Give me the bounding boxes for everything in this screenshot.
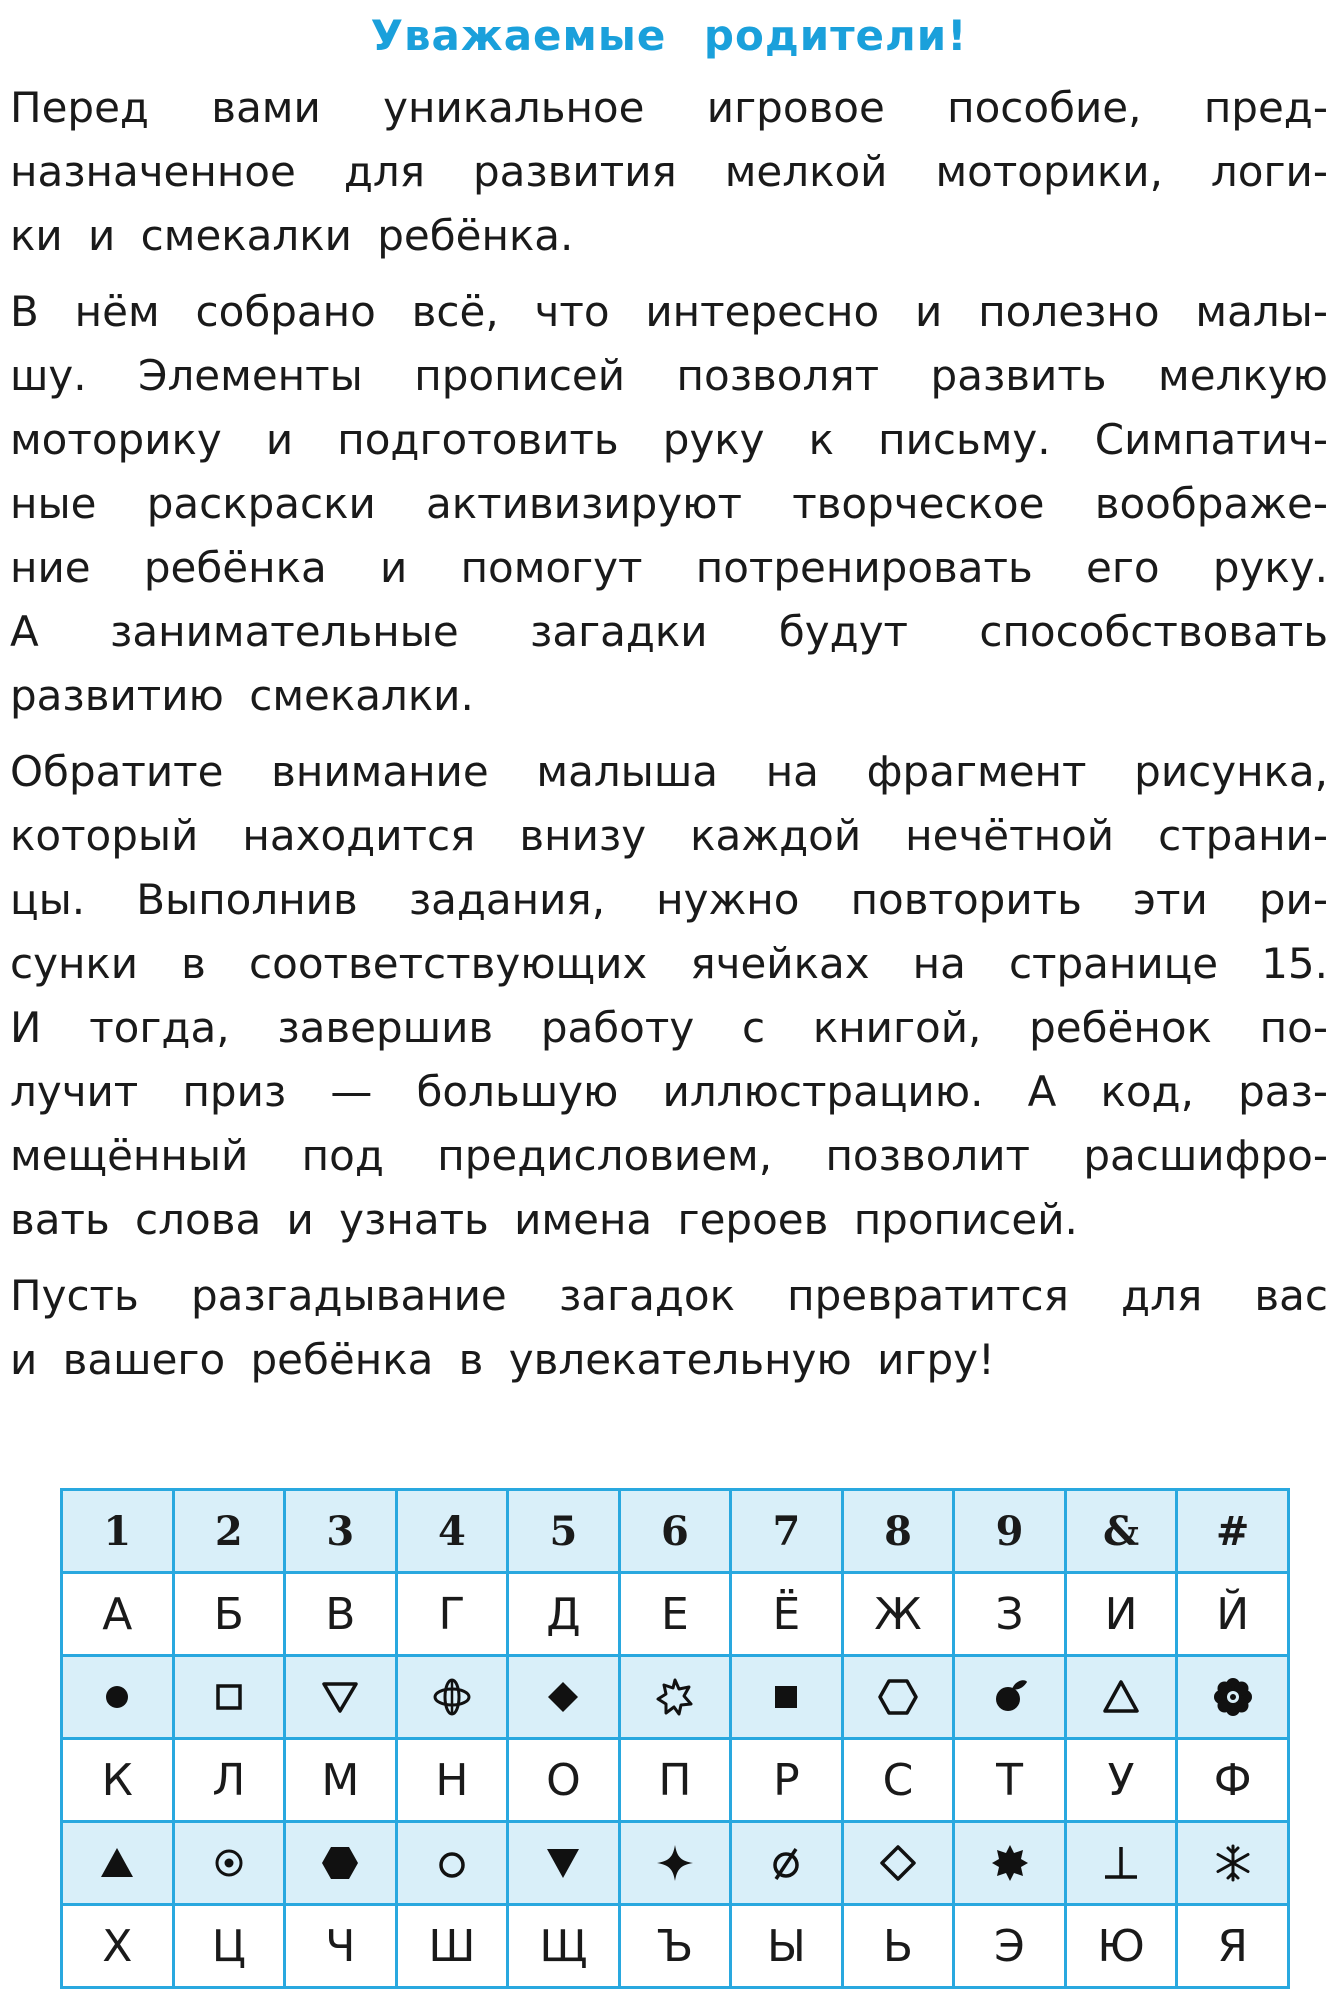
code-number-cell: 1 <box>62 1490 174 1573</box>
code-letter-cell: Ъ <box>619 1905 731 1988</box>
text-line: Пусть разгадывание загадок превратится для вас <box>10 1271 1328 1320</box>
diamond-outline-icon <box>842 1822 954 1905</box>
code-letter-cell: К <box>62 1739 174 1822</box>
up-triangle-outline-icon <box>1065 1656 1177 1739</box>
paragraph-1 <box>10 76 1328 268</box>
code-letter-cell: Д <box>508 1573 620 1656</box>
text-line: Перед вами уникальное игровое пособие, пред- <box>10 83 1328 132</box>
code-number-cell: 6 <box>619 1490 731 1573</box>
code-letter-cell: А <box>62 1573 174 1656</box>
code-letter-cell: Ю <box>1065 1905 1177 1988</box>
code-letter-cell: О <box>508 1739 620 1822</box>
code-letter-cell: Ь <box>842 1905 954 1988</box>
code-symbol-row <box>62 1656 1289 1739</box>
small-circle-icon <box>396 1822 508 1905</box>
code-letter-row <box>62 1739 1289 1822</box>
text-line: сунки в соответствующих ячейках на странице 15. <box>10 939 1328 988</box>
code-letter-cell: Я <box>1177 1905 1289 1988</box>
text-line: цы. Выполнив задания, нужно повторить эти ри- <box>10 875 1328 924</box>
text-line: моторику и подготовить руку к письму. Симпатич- <box>10 415 1328 464</box>
code-number-cell: 3 <box>285 1490 397 1573</box>
slashed-circle-icon <box>731 1822 843 1905</box>
text-line: И тогда, завершив работу с книгой, ребёнок по- <box>10 1003 1328 1052</box>
code-letter-cell: Г <box>396 1573 508 1656</box>
star-outline-icon <box>619 1656 731 1739</box>
page-title: Уважаемые родители! <box>370 11 968 60</box>
code-letter-cell: Е <box>619 1573 731 1656</box>
text-line: мещённый под предисловием, позволит расшифро- <box>10 1131 1328 1180</box>
code-letter-cell: Ф <box>1177 1739 1289 1822</box>
code-letter-cell: Л <box>173 1739 285 1822</box>
code-letter-cell: З <box>954 1573 1066 1656</box>
paragraph-3 <box>10 740 1328 1252</box>
code-letter-cell: И <box>1065 1573 1177 1656</box>
text-line: ные раскраски активизируют творческое воображе- <box>10 479 1328 528</box>
code-number-row <box>62 1490 1289 1573</box>
code-letter-cell: П <box>619 1739 731 1822</box>
code-letter-cell: Р <box>731 1739 843 1822</box>
text-line: А занимательные загадки будут способствовать <box>10 607 1328 656</box>
preface-text <box>10 76 1328 1404</box>
code-letter-cell: Ы <box>731 1905 843 1988</box>
hexagon-outline-icon <box>842 1656 954 1739</box>
circle-dot-icon <box>173 1822 285 1905</box>
code-letter-cell: Н <box>396 1739 508 1822</box>
code-letter-cell: Ж <box>842 1573 954 1656</box>
code-symbol-row <box>62 1822 1289 1905</box>
text-line: шу. Элементы прописей позволят развить мелкую <box>10 351 1328 400</box>
filled-triangle-icon <box>62 1822 174 1905</box>
text-line: лучит приз — большую иллюстрацию. А код, раз- <box>10 1067 1328 1116</box>
filled-hexagon-icon <box>285 1822 397 1905</box>
code-number-cell: 9 <box>954 1490 1066 1573</box>
leaf-circle-icon <box>954 1656 1066 1739</box>
down-triangle-outline-icon <box>285 1656 397 1739</box>
code-letter-cell: Б <box>173 1573 285 1656</box>
code-letter-cell: Т <box>954 1739 1066 1822</box>
code-letter-row <box>62 1573 1289 1656</box>
code-letter-cell: У <box>1065 1739 1177 1822</box>
code-number-cell: 5 <box>508 1490 620 1573</box>
paragraph-4 <box>10 1264 1328 1392</box>
snowflake-icon <box>1177 1822 1289 1905</box>
code-letter-cell: Х <box>62 1905 174 1988</box>
code-number-cell: & <box>1065 1490 1177 1573</box>
code-letter-cell: Й <box>1177 1573 1289 1656</box>
filled-square-icon <box>731 1656 843 1739</box>
text-line: который находится внизу каждой нечётной страни- <box>10 811 1328 860</box>
filled-diamond-icon <box>508 1656 620 1739</box>
atom-ellipse-icon <box>396 1656 508 1739</box>
hollow-square-icon <box>173 1656 285 1739</box>
code-letter-cell: Ц <box>173 1905 285 1988</box>
code-letter-cell: Щ <box>508 1905 620 1988</box>
code-number-cell: 7 <box>731 1490 843 1573</box>
code-number-cell: # <box>1177 1490 1289 1573</box>
text-line: вать слова и узнать имена героев прописей. <box>10 1195 1078 1244</box>
code-letter-cell: Ё <box>731 1573 843 1656</box>
filled-down-triangle-icon <box>508 1822 620 1905</box>
text-line: ки и смекалки ребёнка. <box>10 211 574 260</box>
code-letter-cell: С <box>842 1739 954 1822</box>
code-letter-cell: Э <box>954 1905 1066 1988</box>
filled-circle-icon <box>62 1656 174 1739</box>
text-line: развитию смекалки. <box>10 671 474 720</box>
text-line: и вашего ребёнка в увлекательную игру! <box>10 1335 995 1384</box>
code-number-cell: 2 <box>173 1490 285 1573</box>
text-line: Обратите внимание малыша на фрагмент рисунка, <box>10 747 1328 796</box>
code-letter-cell: Ш <box>396 1905 508 1988</box>
flower-icon <box>1177 1656 1289 1739</box>
code-letter-cell: Ч <box>285 1905 397 1988</box>
code-letter-cell: М <box>285 1739 397 1822</box>
text-line: В нём собрано всё, что интересно и полезно малы- <box>10 287 1328 336</box>
filled-star-badge-icon <box>954 1822 1066 1905</box>
code-number-cell: 4 <box>396 1490 508 1573</box>
paragraph-2 <box>10 280 1328 728</box>
perpendicular-icon <box>1065 1822 1177 1905</box>
four-point-star-icon <box>619 1822 731 1905</box>
code-letter-row <box>62 1905 1289 1988</box>
code-letter-cell: В <box>285 1573 397 1656</box>
text-line: назначенное для развития мелкой моторики, логи- <box>10 147 1328 196</box>
code-table <box>60 1488 1290 1989</box>
code-number-cell: 8 <box>842 1490 954 1573</box>
text-line: ние ребёнка и помогут потренировать его руку. <box>10 543 1328 592</box>
